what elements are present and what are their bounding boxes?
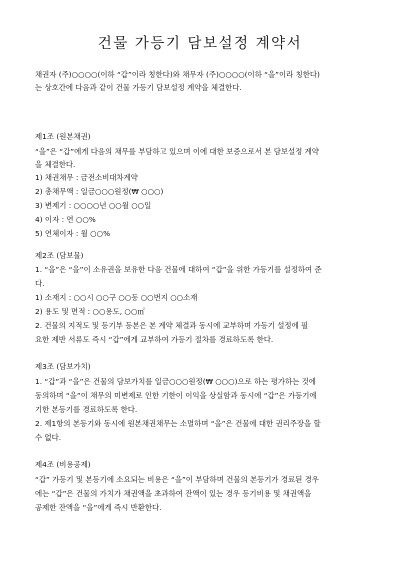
- article2-line-2: 다.: [35, 279, 45, 288]
- article3-line-4: 2. 제1항의 본등기와 동시에 원본채권채무는 소멸하며 “을”은 건물에 대한 권리주장을 할: [35, 419, 321, 428]
- intro-line-2: 는 상호간에 다음과 같이 건물 가등기 담보설정 계약을 체결한다.: [35, 83, 242, 92]
- article3-heading: 제3조 (담보가치): [35, 362, 91, 371]
- article3-line-1: 1. “갑”과 “을”은 건물의 담보가치를 일금○○○원정(₩ ○○○)으로 하는 평가하는 것에: [35, 377, 316, 386]
- article1-line-2: 을 체결한다.: [35, 160, 76, 169]
- article1-line-4: 2) 총채무액 : 일금○○○원정(₩ ○○○): [35, 187, 164, 196]
- article2-line-1: 1. “을”은 “을”이 소유권을 보유한 다음 건물에 대하여 “갑”을 위한 가등기를 설정하여 준: [35, 265, 322, 274]
- article3-line-3: 기한 본등기를 경료하도록 한다.: [35, 405, 138, 414]
- article2-line-4: 2) 용도 및 면적 : ○○용도, ○○㎡: [35, 307, 145, 316]
- intro-line-1: 채권자 (주)○○○○(이하 “갑”이라 칭한다)와 채무자 (주)○○○○(이하 “을”이라 칭한다): [35, 70, 320, 79]
- article1-line-5: 3) 변제기 : ○○○○년 ○○월 ○○일: [35, 201, 152, 210]
- article2-line-3: 1) 소재지 : ○○시 ○○구 ○○동 ○○번지 ○○소재: [35, 293, 198, 302]
- document-title: 건물 가등기 담보설정 계약서: [97, 36, 303, 52]
- article4-line-1: “갑” 가등기 및 본등기에 소요되는 비용은 “을”이 부담하며 건물의 본등기가 경료된 경우: [35, 475, 319, 484]
- article3-line-2: 동의하며 “을”이 채무의 미변제로 인한 기한이 이익을 상실함과 동시에 “갑”은 가등기에: [35, 391, 317, 400]
- article2-heading: 제2조 (담보물): [35, 251, 84, 260]
- article1-line-3: 1) 채권채무 : 금전소비대차계약: [35, 173, 138, 182]
- article4-line-2: 에는 “갑”은 건물의 가치가 채권액을 초과하여 잔액이 있는 경우 등기비용 및 채권액을: [35, 489, 312, 498]
- article1-heading: 제1조 (원본채권): [35, 132, 91, 141]
- article4-line-3: 공제한 잔액을 “을”에게 즉시 반환한다.: [35, 503, 162, 512]
- article2-line-6: 요한 제반 서류도 즉시 “갑”에게 교부하여 가등기 절차를 경료하도록 한다.: [35, 335, 274, 344]
- article1-line-1: “을”은 “갑”에게 다음의 채무를 부담하고 있으며 이에 대한 보증으로서 본 담보설정 계약: [35, 147, 319, 156]
- article3-line-5: 수 없다.: [35, 433, 62, 442]
- article1-line-6: 4) 이자 : 연 ○○%: [35, 215, 96, 224]
- article1-line-7: 5) 연체이자 : 월 ○○%: [35, 229, 111, 238]
- article2-line-5: 2. 건물의 지적도 및 등기부 등본은 본 계약 체결과 동시에 교부하며 가등기 설정에 필: [35, 321, 309, 330]
- article4-heading: 제4조 (비용공제): [35, 460, 91, 469]
